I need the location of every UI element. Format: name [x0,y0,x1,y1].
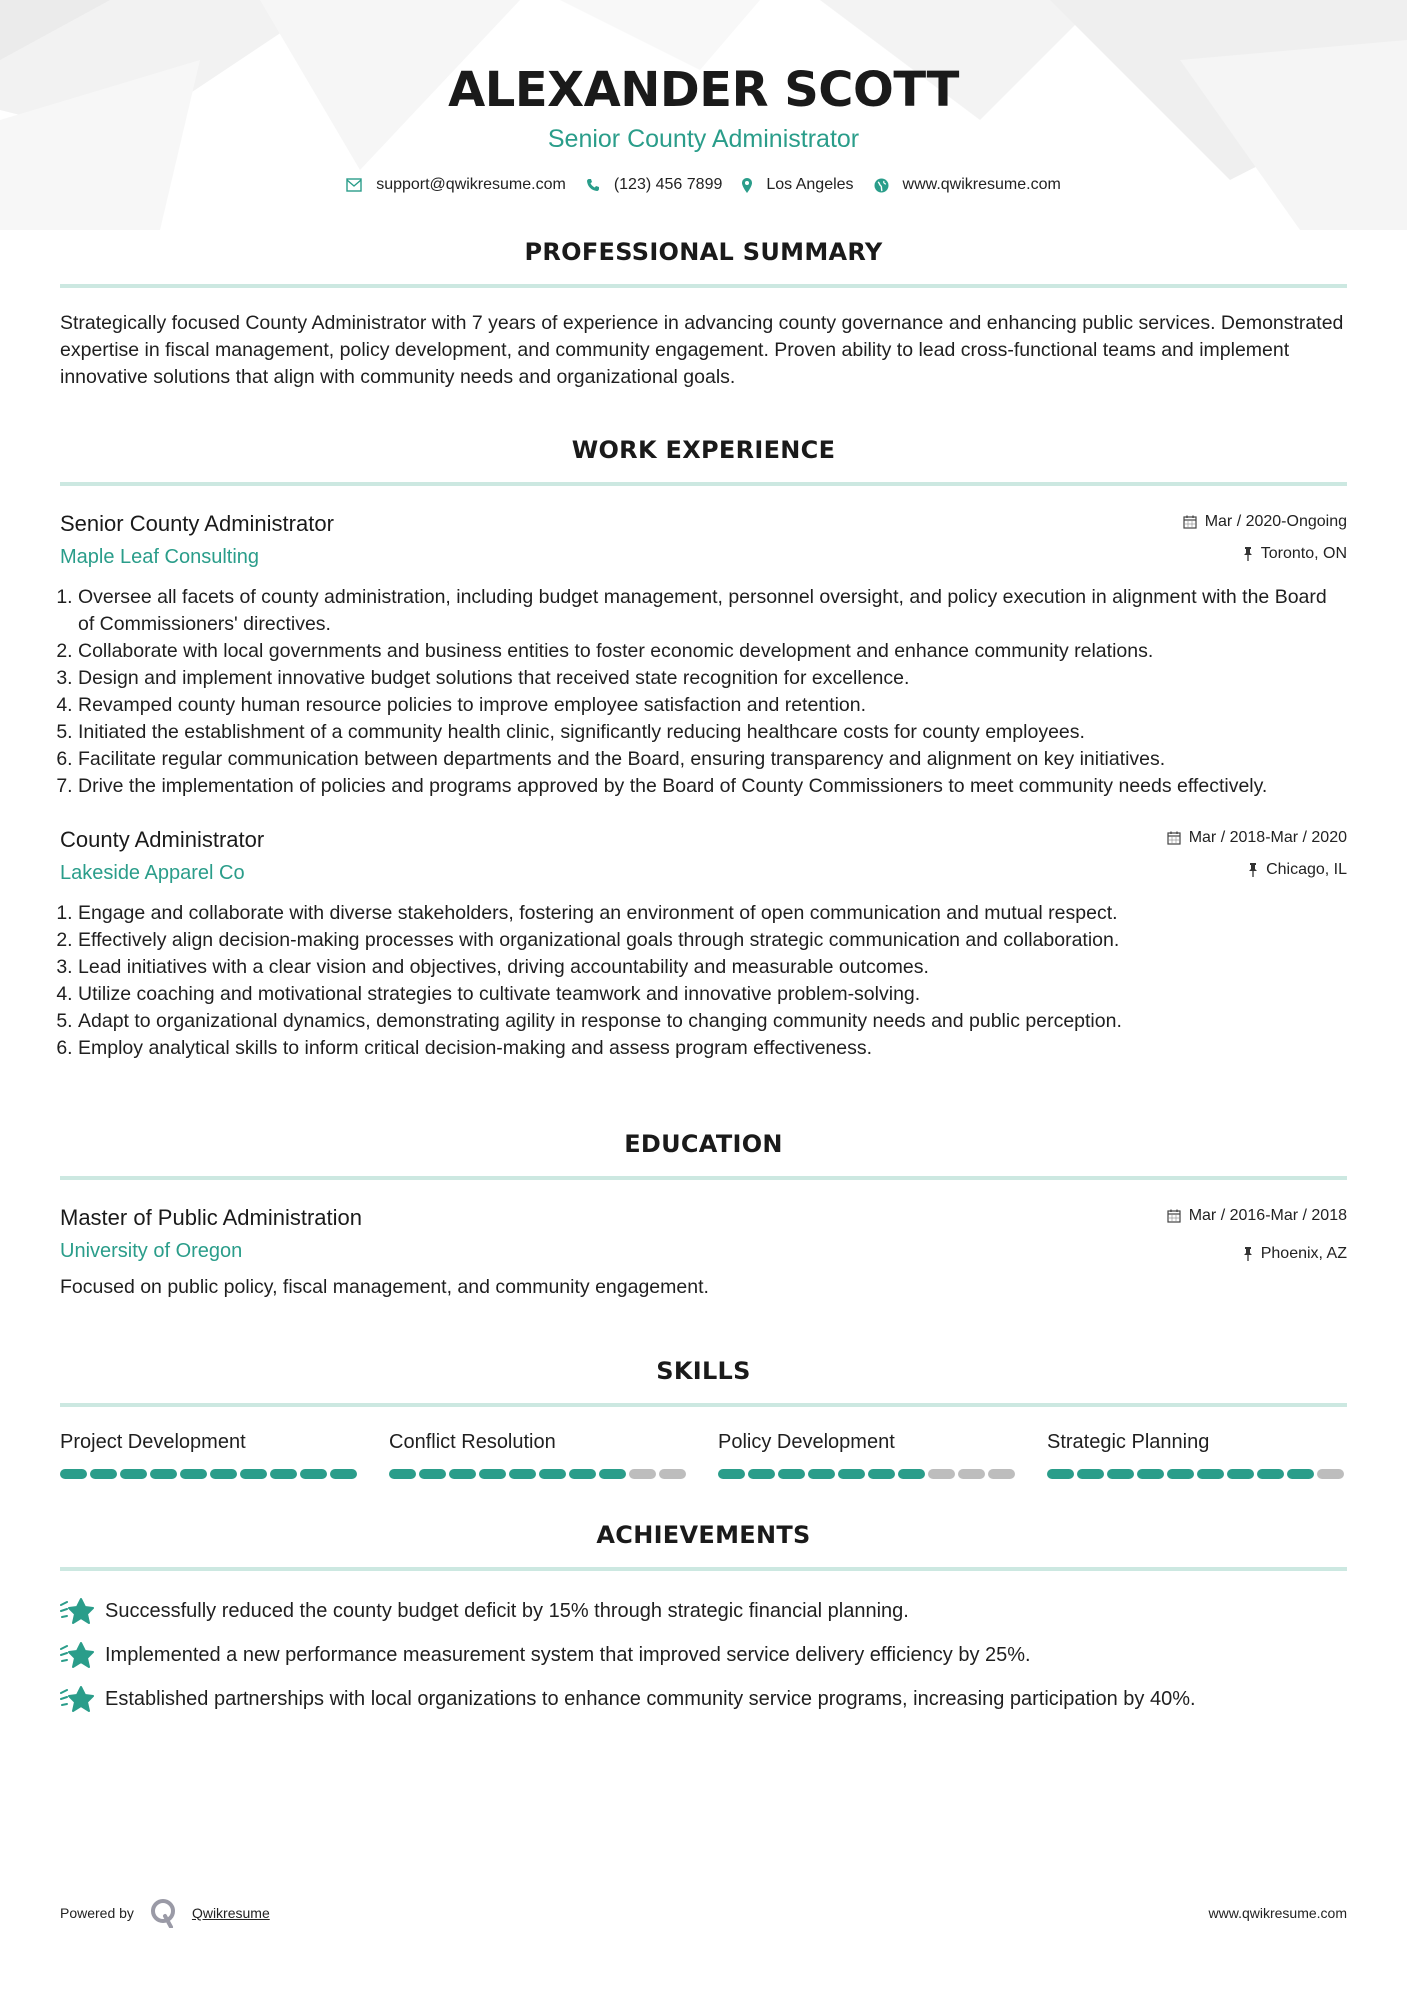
list-item: 7. Drive the implementation of policies and programs approved by the Board of County Commissioners to meet community needs effectively. [78,773,1347,800]
skill-dot-filled [449,1469,476,1479]
list-item: 4. Revamped county human resource policies to improve employee satisfaction and retention. [78,692,1347,719]
candidate-name: ALEXANDER SCOTT [448,62,959,118]
skill-dot-filled [1197,1469,1224,1479]
education-section [60,1130,1347,1301]
skill-dot-empty [988,1469,1015,1479]
job-responsibilities [60,584,1347,800]
skill-level-bar [60,1469,360,1479]
achievement-text: Established partnerships with local organizations to enhance community service programs, increasing participation by 40%. [105,1688,1196,1710]
skill-name: Policy Development [718,1431,895,1453]
pushpin-icon [1248,863,1258,877]
job-dates: Mar / 2018-Mar / 2020 [1188,829,1347,846]
achievement-item [60,1589,1347,1633]
skill-dot-filled [1287,1469,1314,1479]
list-item: 6. Facilitate regular communication between departments and the Board, ensuring transparency and alignment on key initiatives. [78,746,1347,773]
skill-level-bar [389,1469,689,1479]
skill-dot-filled [718,1469,745,1479]
contact-website[interactable] [874,176,1061,194]
skill-dot-filled [539,1469,566,1479]
experience-section [60,436,1347,1062]
achievements-section [60,1521,1347,1721]
contact-email-text: support@qwikresume.com [376,176,566,193]
summary-text: Strategically focused County Administrator with 7 years of experience in advancing county governance and enhancing public services. Demonstrated expertise in fiscal management, policy development, and community engagement. Proven ability to lead cross-functional teams and implement innovative solutions that align with community needs and organizational goals. [60,312,1344,388]
skill-dot-filled [210,1469,237,1479]
achievement-item [60,1633,1347,1677]
section-heading-experience: WORK EXPERIENCE [571,436,836,464]
company-name: Maple Leaf Consulting [60,546,260,568]
list-item: 3. Design and implement innovative budget solutions that received state recognition for excellence. [78,665,1347,692]
footer-website[interactable]: www.qwikresume.com [1208,1905,1347,1921]
map-pin-icon [742,178,752,193]
job-title: Senior County Administrator [60,511,334,536]
education-entry [60,1204,1347,1301]
calendar-icon [1167,831,1181,845]
phone-icon [586,178,600,192]
school-name: University of Oregon [60,1240,243,1262]
skill-dot-filled [569,1469,596,1479]
section-divider [60,1403,1347,1407]
list-item: 4. Utilize coaching and motivational strategies to cultivate teamwork and innovative problem-solving. [78,981,1347,1008]
globe-icon [874,178,889,193]
skill-dot-filled [778,1469,805,1479]
candidate-title: Senior County Administrator [547,125,860,153]
skill-dot-empty [958,1469,985,1479]
achievement-text: Implemented a new performance measurement system that improved service delivery efficiency by 25%. [105,1644,1031,1666]
skill-dot-empty [1317,1469,1344,1479]
list-item: 2. Effectively align decision-making processes with organizational goals through strategic communication and collaboration. [78,927,1347,954]
skill-dot-empty [928,1469,955,1479]
skill-level-bar [718,1469,1018,1479]
skill-level-bar [1047,1469,1347,1479]
job-meta [1183,510,1347,566]
section-heading-achievements: ACHIEVEMENTS [596,1521,811,1549]
skill-dot-filled [868,1469,895,1479]
star-icon [60,1685,94,1713]
education-dates: Mar / 2016-Mar / 2018 [1188,1207,1347,1224]
list-item: 1. Engage and collaborate with diverse stakeholders, fostering an environment of open communication and mutual respect. [78,900,1347,927]
qwikresume-link[interactable]: Qwikresume [191,1905,270,1921]
skills-list [60,1429,1347,1479]
skill-dot-filled [389,1469,416,1479]
skill-name: Strategic Planning [1047,1431,1210,1453]
skill-name: Conflict Resolution [389,1431,556,1453]
skill-dot-empty [629,1469,656,1479]
skill-dot-filled [509,1469,536,1479]
list-item: 1. Oversee all facets of county administration, including budget management, personnel oversight, and policy execution in alignment with the Board of Commissioners' directives. [78,584,1347,638]
powered-by [60,1898,270,1928]
achievements-list [60,1589,1347,1721]
skill-dot-filled [150,1469,177,1479]
skill-dot-filled [898,1469,925,1479]
skill-dot-filled [1257,1469,1284,1479]
contact-location-text: Los Angeles [766,176,854,193]
list-item: 3. Lead initiatives with a clear vision and objectives, driving accountability and measurable outcomes. [78,954,1347,981]
skills-section [60,1357,1347,1479]
contact-website-text: www.qwikresume.com [902,176,1061,193]
section-divider [60,284,1347,288]
contact-email[interactable] [346,176,566,194]
skill-dot-filled [838,1469,865,1479]
skill-dot-filled [1137,1469,1164,1479]
job-meta [1167,826,1347,882]
skill-item [718,1429,1018,1479]
degree-title: Master of Public Administration [60,1205,363,1230]
job-title: County Administrator [60,827,265,852]
skill-dot-filled [1077,1469,1104,1479]
skill-dot-filled [808,1469,835,1479]
resume-header [60,0,1347,194]
skill-name: Project Development [60,1431,246,1453]
job-entry [60,510,1347,800]
company-name: Lakeside Apparel Co [60,862,245,884]
section-heading-summary: PROFESSIONAL SUMMARY [524,238,883,266]
skill-dot-filled [180,1469,207,1479]
skill-dot-filled [270,1469,297,1479]
qwikresume-logo-icon [150,1898,178,1928]
achievement-item [60,1677,1347,1721]
skill-dot-filled [120,1469,147,1479]
job-entry [60,826,1347,1062]
calendar-icon [1167,1209,1181,1223]
contact-info [60,176,1347,194]
contact-phone-text: (123) 456 7899 [613,176,723,193]
section-divider [60,1567,1347,1571]
job-responsibilities [60,900,1347,1062]
education-meta [1167,1204,1347,1266]
pushpin-icon [1243,1247,1253,1261]
education-description: Focused on public policy, fiscal management, and community engagement. [60,1276,709,1298]
skill-dot-filled [419,1469,446,1479]
section-heading-education: EDUCATION [624,1130,783,1158]
list-item: 5. Initiated the establishment of a community health clinic, significantly reducing healthcare costs for county employees. [78,719,1347,746]
skill-dot-filled [479,1469,506,1479]
achievement-text: Successfully reduced the county budget deficit by 15% through strategic financial planning. [105,1600,909,1622]
envelope-icon [346,178,362,192]
skill-dot-filled [1167,1469,1194,1479]
skill-item [389,1429,689,1479]
job-dates: Mar / 2020-Ongoing [1204,513,1347,530]
section-divider [60,482,1347,486]
section-heading-skills: SKILLS [656,1357,751,1385]
job-location: Toronto, ON [1260,545,1347,562]
skill-dot-filled [60,1469,87,1479]
pushpin-icon [1243,547,1253,561]
skill-dot-filled [330,1469,357,1479]
skill-dot-filled [300,1469,327,1479]
contact-location [742,176,853,194]
page-footer [60,1898,1347,1928]
skill-dot-filled [1107,1469,1134,1479]
powered-by-label: Powered by [60,1905,134,1921]
skill-dot-empty [659,1469,686,1479]
skill-dot-filled [748,1469,775,1479]
education-location: Phoenix, AZ [1260,1245,1347,1262]
skill-item [60,1429,360,1479]
section-divider [60,1176,1347,1180]
star-icon [60,1641,94,1669]
calendar-icon [1183,515,1197,529]
skill-dot-filled [90,1469,117,1479]
contact-phone[interactable] [586,176,723,194]
skill-item [1047,1429,1347,1479]
list-item: 6. Employ analytical skills to inform critical decision-making and assess program effectiveness. [78,1035,1347,1062]
skill-dot-filled [599,1469,626,1479]
skill-dot-filled [1227,1469,1254,1479]
star-icon [60,1597,94,1625]
skill-dot-filled [240,1469,267,1479]
summary-section [60,238,1347,391]
skill-dot-filled [1047,1469,1074,1479]
list-item: 2. Collaborate with local governments and business entities to foster economic development and enhance community relations. [78,638,1347,665]
list-item: 5. Adapt to organizational dynamics, demonstrating agility in response to changing community needs and public perception. [78,1008,1347,1035]
job-location: Chicago, IL [1266,861,1347,878]
